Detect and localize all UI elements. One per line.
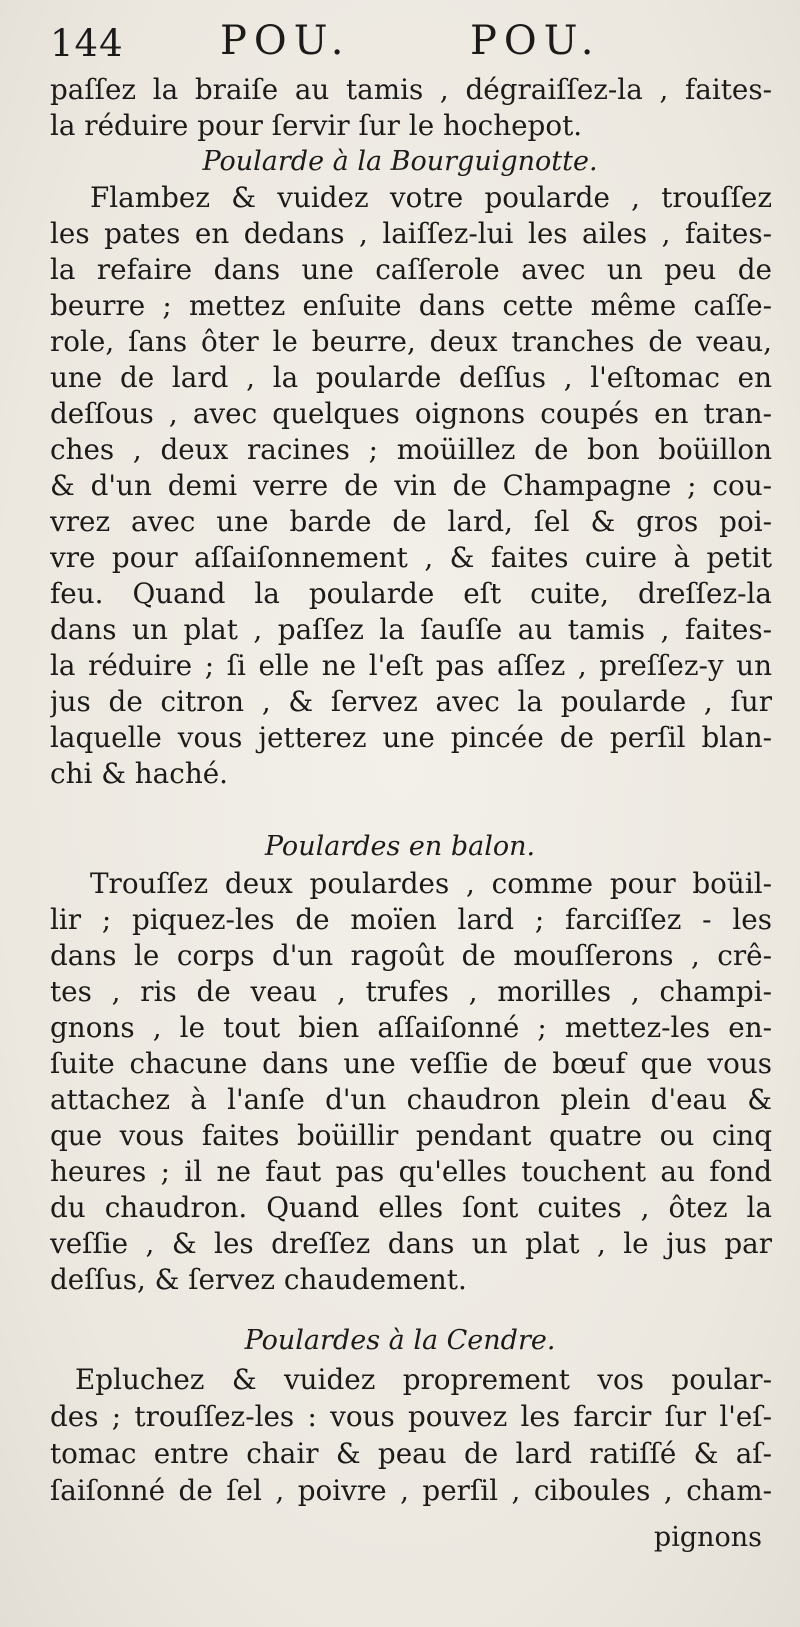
text-line: feu. Quand la poularde eſt cuite, dreſſez-la (50, 577, 772, 610)
text-line: role, ſans ôter le beurre, deux tranches de veau, (50, 325, 772, 358)
text-line: gnons , le tout bien aſſaiſonné ; mettez-les en- (50, 1011, 772, 1044)
catchword: pignons (653, 1522, 762, 1553)
text-line: & d'un demi verre de vin de Champagne ; cou- (50, 469, 772, 502)
text-line: chi & haché. (50, 757, 229, 790)
text-line: la refaire dans une caſſerole avec un peu de (50, 253, 772, 286)
text-line: laquelle vous jetterez une pincée de perſil blan- (50, 721, 772, 754)
text-line: tomac entre chair & peau de lard ratiſſé & aſ- (50, 1437, 772, 1470)
text-line: attachez à l'anſe d'un chaudron plein d'eau & (50, 1083, 772, 1116)
text-line: ſuite chacune dans une veſſie de bœuf que vous (50, 1047, 772, 1080)
text-line: paſſez la braiſe au tamis , dégraiſſez-la , faites- (50, 73, 772, 106)
text-line: tes , ris de veau , trufes , morilles , champi- (50, 975, 772, 1008)
text-line: du chaudron. Quand elles ſont cuites , ôtez la (50, 1191, 772, 1224)
text-line: ches , deux racines ; moüillez de bon boüillon (50, 433, 772, 466)
text-line: heures ; il ne faut pas qu'elles touchent au fond (50, 1155, 772, 1188)
text-line: vre pour aſſaiſonnement , & faites cuire à petit (50, 541, 772, 574)
page-number: 144 (50, 22, 124, 65)
text-line: des ; trouſſez-les : vous pouvez les farcir ſur l'eſ- (50, 1400, 772, 1433)
text-line: lir ; piquez-les de moïen lard ; farciſſez - les (50, 903, 772, 936)
text-line: Epluchez & vuidez proprement vos poular- (75, 1363, 772, 1396)
text-line: une de lard , la poularde deſſus , l'eſtomac en (50, 361, 772, 394)
text-line: beurre ; mettez enſuite dans cette même caſſe- (50, 289, 772, 322)
running-header (0, 18, 800, 68)
text-line: deſſus, & ſervez chaudement. (50, 1263, 467, 1296)
text-line: veſſie , & les dreſſez dans un plat , le jus par (50, 1227, 772, 1260)
text-line: jus de citron , & ſervez avec la poularde , ſur (50, 685, 772, 718)
text-line: dans le corps d'un ragoût de mouſſerons , crê- (50, 939, 772, 972)
text-line: la réduire pour ſervir ſur le hochepot. (50, 109, 583, 142)
text-line: Trouſſez deux poulardes , comme pour boüil- (90, 867, 772, 900)
text-line: les pates en dedans , laiſſez-lui les ailes , faites- (50, 217, 772, 250)
text-line: dans un plat , paſſez la ſauſſe au tamis , faites- (50, 613, 772, 646)
text-line: ſaiſonné de ſel , poivre , perſil , ciboules , cham- (50, 1474, 772, 1507)
text-line: deſſous , avec quelques oignons coupés en tran- (50, 397, 772, 430)
running-title-left: POU. (220, 18, 351, 64)
section-title: Poulardes en balon. (264, 831, 536, 862)
section-title: Poularde à la Bourguignotte. (202, 146, 598, 177)
text-line: la réduire ; ſi elle ne l'eſt pas aſſez , preſſez-y un (50, 649, 772, 682)
text-line: que vous faites boüillir pendant quatre ou cinq (50, 1119, 772, 1152)
running-title-right: POU. (470, 18, 601, 64)
text-line: Flambez & vuidez votre poularde , trouſſez (90, 181, 772, 214)
text-line: vrez avec une barde de lard, ſel & gros poi- (50, 505, 772, 538)
section-title: Poulardes à la Cendre. (244, 1325, 556, 1356)
